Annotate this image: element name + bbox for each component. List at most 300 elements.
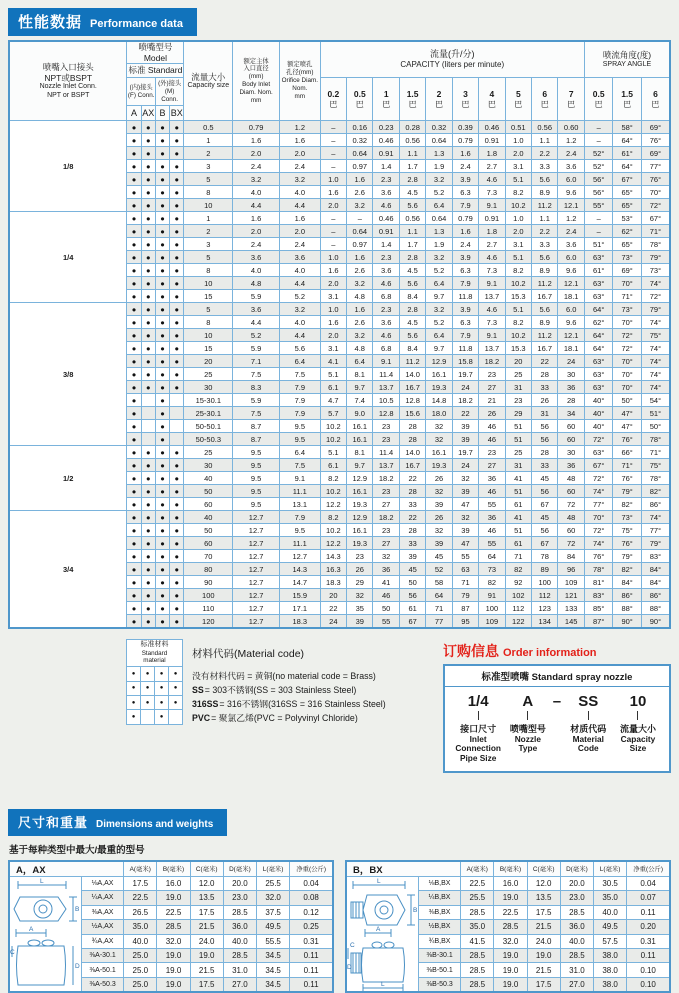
flow-value: – [320, 134, 346, 147]
flow-value: 20 [505, 355, 531, 368]
dim-value: 28.5 [461, 963, 494, 977]
flow-value: 28 [399, 433, 425, 446]
spray-angle-value: 75° [613, 524, 641, 537]
flow-value: 45 [532, 472, 558, 485]
spray-angle-value: 82° [613, 498, 641, 511]
flow-value: 1.0 [320, 251, 346, 264]
model-dot-b: ● [155, 316, 169, 329]
dim-value: 24.0 [527, 934, 560, 948]
flow-value: 72 [558, 498, 584, 511]
model-dot-bx: ● [170, 472, 184, 485]
spray-angle-value: 66° [613, 446, 641, 459]
flow-value: 26 [426, 472, 452, 485]
dim-value: 49.5 [594, 920, 627, 934]
dim-value: 38.0 [594, 948, 627, 962]
model-dot-ax: ● [141, 550, 155, 563]
spray-angle-value: 74° [584, 537, 612, 550]
body-inlet-value: 12.7 [233, 615, 280, 628]
flow-value: 1.1 [399, 225, 425, 238]
flow-value: 28 [558, 394, 584, 407]
dim-row [9, 876, 333, 890]
flow-value: 11.4 [373, 446, 399, 459]
inlet-size-cell: 3/4 [9, 511, 127, 628]
flow-value: 0.97 [347, 238, 373, 251]
spray-angle-value: 70° [613, 316, 641, 329]
flow-value: 18.2 [479, 355, 505, 368]
dim-value: 32.0 [157, 934, 190, 948]
model-dot-a: ● [127, 407, 141, 420]
header-angle-group [584, 41, 670, 78]
capacity-size-value: 1 [184, 134, 233, 147]
flow-value: 9.6 [558, 316, 584, 329]
flow-value: 4.6 [373, 329, 399, 342]
dim-col-header: C(毫米) [527, 861, 560, 877]
flow-value: 16.7 [399, 381, 425, 394]
model-dot-b: ● [155, 446, 169, 459]
spray-angle-value: 67° [584, 459, 612, 472]
flow-value: 24 [452, 381, 478, 394]
body-inlet-value: 7.5 [233, 368, 280, 381]
flow-value: 31 [532, 407, 558, 420]
capacity-size-value: 30 [184, 381, 233, 394]
header-model-label: 喷嘴型号Model [138, 42, 173, 63]
orifice-value: 4.0 [279, 316, 320, 329]
model-dot-a: ● [127, 550, 141, 563]
flow-value: 2.0 [320, 329, 346, 342]
flow-value: 2.6 [347, 186, 373, 199]
model-dot-bx: ● [170, 225, 184, 238]
svg-text:C: C [350, 941, 356, 949]
flow-value: 67 [532, 537, 558, 550]
model-dot-ax: ● [141, 329, 155, 342]
order-part-label-zh: 材质代码 [570, 723, 607, 734]
model-dot-b: ● [155, 121, 169, 134]
capacity-size-value: 25-30.1 [184, 407, 233, 420]
flow-value: 0.16 [347, 121, 373, 134]
capacity-size-value: 40 [184, 511, 233, 524]
model-dot-a: ● [127, 277, 141, 290]
model-dot-bx: ● [170, 602, 184, 615]
capacity-size-value: 90 [184, 576, 233, 589]
spray-angle-value: 73° [613, 251, 641, 264]
flow-value: 19.3 [347, 537, 373, 550]
order-tick-line [637, 711, 638, 720]
dim-model-label: ¼B,BX [418, 891, 460, 905]
flow-value: 0.46 [373, 134, 399, 147]
spray-angle-value: 51° [584, 238, 612, 251]
dim-col-header: A(毫米) [461, 861, 494, 877]
body-inlet-value: 9.5 [233, 498, 280, 511]
flow-value: 13.7 [479, 290, 505, 303]
perf-header-row-1 [9, 41, 670, 64]
flow-value: 19.3 [347, 498, 373, 511]
flow-value: 8.1 [347, 368, 373, 381]
flow-value: 60 [558, 524, 584, 537]
model-dot-ax [141, 394, 155, 407]
header-type-a: A [127, 106, 141, 121]
model-dot-ax [141, 407, 155, 420]
dim-value: 19.0 [157, 977, 190, 991]
model-dot-b: ● [155, 212, 169, 225]
flow-value: 27 [373, 498, 399, 511]
flow-value: 39 [452, 524, 478, 537]
order-part-label-zh: 接口尺寸 [460, 723, 497, 734]
flow-value: 5.6 [399, 199, 425, 212]
model-dot-bx: ● [170, 550, 184, 563]
flow-value: 41 [505, 472, 531, 485]
dim-value: 17.5 [124, 876, 157, 890]
spray-angle-value: 76° [613, 433, 641, 446]
dim-header-row [346, 861, 670, 877]
capacity-size-value: 60 [184, 537, 233, 550]
orifice-value: 7.9 [279, 381, 320, 394]
flow-value: 1.0 [505, 212, 531, 225]
flow-value: 6.3 [452, 316, 478, 329]
orifice-value: 2.4 [279, 160, 320, 173]
body-inlet-value: 1.6 [233, 134, 280, 147]
flow-value: 0.51 [505, 121, 531, 134]
capacity-size-value: 40 [184, 472, 233, 485]
flow-value: 55 [479, 537, 505, 550]
flow-value: 16.1 [347, 485, 373, 498]
spray-angle-value: 40° [584, 420, 612, 433]
flow-value: 77 [426, 615, 452, 628]
order-part-code: SS [578, 692, 599, 710]
flow-value: 3.1 [505, 238, 531, 251]
model-dot-bx: ● [170, 186, 184, 199]
material-dot-b: ● [155, 695, 169, 709]
flow-value: 19.3 [426, 459, 452, 472]
order-part-code: 1/4 [467, 692, 489, 710]
header-f-conn-zh: (内)接头 [129, 83, 153, 91]
spray-angle-value: 83° [584, 589, 612, 602]
perf-row [9, 212, 670, 225]
model-dot-a: ● [127, 381, 141, 394]
flow-value: 8.9 [532, 264, 558, 277]
flow-value: 4.7 [320, 394, 346, 407]
dim-col-header: B(毫米) [157, 861, 190, 877]
spray-angle-value: 74° [641, 277, 670, 290]
dim-model-label: ½A,AX [81, 920, 123, 934]
body-inlet-value: 8.7 [233, 420, 280, 433]
spray-angle-value: 78° [584, 563, 612, 576]
flow-value: 2.3 [373, 173, 399, 186]
model-dot-ax: ● [141, 368, 155, 381]
capacity-size-value: 8 [184, 316, 233, 329]
flow-value: – [320, 225, 346, 238]
flow-value: – [320, 147, 346, 160]
flow-value: 4.5 [399, 186, 425, 199]
spray-angle-value: 40° [584, 407, 612, 420]
flow-value: 6.4 [426, 329, 452, 342]
spray-angle-value: 63° [584, 277, 612, 290]
material-desc: = 聚氯乙烯(PVC = Polyvinyl Chloride) [211, 713, 358, 724]
svg-text:C: C [10, 948, 16, 956]
flow-value: 2.0 [320, 199, 346, 212]
flow-value: 5.6 [399, 277, 425, 290]
header-body-inlet-l2: 入口直径 [243, 65, 269, 73]
model-dot-bx: ● [170, 212, 184, 225]
flow-value: 0.64 [426, 212, 452, 225]
flow-value: 2.0 [505, 147, 531, 160]
order-part [449, 693, 507, 764]
dim-value: 28.5 [560, 905, 593, 919]
model-dot-a: ● [127, 134, 141, 147]
material-code-lines [192, 669, 386, 725]
flow-value: 79 [452, 589, 478, 602]
capacity-size-value: 25 [184, 368, 233, 381]
flow-value: 1.1 [532, 134, 558, 147]
model-dot-a: ● [127, 355, 141, 368]
spray-angle-value: 58° [613, 121, 641, 134]
capacity-size-value: 120 [184, 615, 233, 628]
flow-value: 36 [479, 511, 505, 524]
flow-value: 1.9 [426, 160, 452, 173]
model-dot-a: ● [127, 238, 141, 251]
flow-value: 15.3 [505, 342, 531, 355]
orifice-value: 4.0 [279, 264, 320, 277]
flow-value: 39 [426, 498, 452, 511]
flow-value: 84 [558, 550, 584, 563]
model-dot-b: ● [155, 485, 169, 498]
model-dot-a: ● [127, 420, 141, 433]
flow-value: 1.7 [399, 238, 425, 251]
flow-value: 1.0 [320, 173, 346, 186]
header-capacity-size [184, 41, 233, 121]
flow-value: 12.9 [347, 511, 373, 524]
material-dot-a: ● [127, 681, 141, 695]
body-inlet-value: 1.6 [233, 212, 280, 225]
flow-value: – [320, 238, 346, 251]
flow-value: 6.0 [558, 173, 584, 186]
header-body-inlet-l5: Diam. Nom. [239, 88, 273, 96]
spray-angle-value: 76° [641, 173, 670, 186]
spray-angle-value: 64° [613, 160, 641, 173]
spray-angle-value: 63° [584, 368, 612, 381]
flow-value: 5.2 [426, 264, 452, 277]
flow-value: 1.6 [347, 173, 373, 186]
flow-value: 12.9 [347, 472, 373, 485]
flow-value: 23 [373, 420, 399, 433]
flow-value: 56 [532, 433, 558, 446]
capacity-size-value: 15-30.1 [184, 394, 233, 407]
flow-value: 5.1 [505, 303, 531, 316]
flow-value: 12.9 [426, 355, 452, 368]
spray-angle-value: 56° [584, 186, 612, 199]
model-dot-b: ● [155, 459, 169, 472]
model-dot-b: ● [155, 563, 169, 576]
spray-angle-value: 70° [613, 277, 641, 290]
spray-angle-value: 69° [641, 121, 670, 134]
dim-value: 0.12 [290, 905, 333, 919]
flow-value: 22 [452, 407, 478, 420]
flow-value: 8.9 [532, 316, 558, 329]
dim-value: 0.11 [627, 905, 670, 919]
model-dot-ax: ● [141, 212, 155, 225]
material-dot-a: ● [127, 710, 141, 724]
spray-angle-value: 74° [641, 511, 670, 524]
material-dot-ax: ● [141, 667, 155, 681]
flow-value: 15.3 [505, 290, 531, 303]
dim-value: 35.0 [124, 920, 157, 934]
flow-value: 55 [479, 498, 505, 511]
flow-value: 92 [505, 576, 531, 589]
spray-angle-value: 61° [584, 264, 612, 277]
flow-value: 123 [532, 602, 558, 615]
header-body-inlet-l1: 额定主体 [243, 57, 269, 65]
flow-value: 28 [399, 420, 425, 433]
capacity-size-value: 110 [184, 602, 233, 615]
body-inlet-value: 12.7 [233, 563, 280, 576]
flow-value: 5.2 [426, 316, 452, 329]
dim-value: 0.04 [290, 876, 333, 890]
dim-value: 36.0 [560, 920, 593, 934]
dim-value: 19.0 [527, 948, 560, 962]
body-inlet-value: 5.9 [233, 290, 280, 303]
model-dot-ax: ● [141, 576, 155, 589]
flow-value: 13.7 [479, 342, 505, 355]
dim-model-label: ⅜A,AX [81, 905, 123, 919]
dim-value: 25.0 [124, 977, 157, 991]
model-dot-ax: ● [141, 147, 155, 160]
orifice-value: 15.9 [279, 589, 320, 602]
model-dot-b: ● [155, 511, 169, 524]
dim-value: 28.5 [494, 920, 527, 934]
flow-value: 8.9 [532, 186, 558, 199]
flow-value: 100 [532, 576, 558, 589]
flow-value: 34 [558, 407, 584, 420]
flow-value: 5.1 [320, 446, 346, 459]
spray-angle-value: 64° [584, 303, 612, 316]
dim-value: 36.0 [223, 920, 256, 934]
model-dot-ax: ● [141, 589, 155, 602]
svg-text:B: B [75, 905, 80, 913]
model-dot-bx: ● [170, 199, 184, 212]
flow-value: 16.3 [320, 563, 346, 576]
flow-value: 36 [479, 472, 505, 485]
spray-angle-value: 47° [613, 407, 641, 420]
flow-value: 6.0 [558, 303, 584, 316]
dim-value: 27.0 [560, 977, 593, 991]
header-capacity-size-zh: 流量大小 [191, 71, 226, 82]
model-dot-bx: ● [170, 368, 184, 381]
model-dot-bx: ● [170, 251, 184, 264]
angle-pressure-header-1.5: 1.5 巴 [613, 78, 641, 121]
model-dot-ax: ● [141, 303, 155, 316]
dim-row [346, 876, 670, 890]
dim-value: 32.0 [494, 934, 527, 948]
pressure-header-1.5: 1.5 巴 [399, 78, 425, 121]
flow-value: 9.7 [426, 342, 452, 355]
dim-value: 13.5 [527, 891, 560, 905]
material-code: 316SS [192, 698, 219, 709]
body-inlet-value: 12.7 [233, 576, 280, 589]
flow-value: 30 [558, 446, 584, 459]
spray-angle-value: 86° [641, 589, 670, 602]
material-desc: = 303不锈钢(SS = 303 Stainless Steel) [204, 685, 357, 696]
model-dot-b: ● [155, 342, 169, 355]
dim-value: 22.5 [124, 891, 157, 905]
nozzle-diagram-b-bx [347, 877, 417, 991]
spray-angle-value: 74° [641, 368, 670, 381]
dim-value: 0.20 [627, 920, 670, 934]
flow-value: 6.4 [347, 355, 373, 368]
flow-value: 26 [532, 394, 558, 407]
dim-col-header: D(毫米) [223, 861, 256, 877]
dim-col-header: 净重(公斤) [627, 861, 670, 877]
dim-col-header: 净重(公斤) [290, 861, 333, 877]
dim-value: 28.5 [223, 948, 256, 962]
material-code-section [126, 639, 386, 725]
dim-value: 21.5 [527, 920, 560, 934]
model-dot-a: ● [127, 251, 141, 264]
flow-value: 2.8 [399, 303, 425, 316]
dim-value: 25.0 [124, 948, 157, 962]
body-inlet-value: 5.2 [233, 329, 280, 342]
capacity-size-value: 2 [184, 147, 233, 160]
material-grid-row [127, 695, 183, 709]
dimensions-banner [8, 809, 227, 836]
spray-angle-value: – [584, 225, 612, 238]
header-capacity-group-zh: 流量(升/分) [430, 49, 475, 60]
flow-value: 2.6 [347, 264, 373, 277]
dim-model-label: ⅜A-50.3 [81, 977, 123, 991]
body-inlet-value: 2.4 [233, 238, 280, 251]
capacity-size-value: 0.5 [184, 121, 233, 134]
header-orifice-l1: 额定喷孔 [287, 61, 313, 69]
model-dot-a: ● [127, 173, 141, 186]
flow-value: 32 [426, 524, 452, 537]
order-part-label-en: Material Code [572, 733, 604, 754]
model-dot-a: ● [127, 264, 141, 277]
model-dot-bx: ● [170, 238, 184, 251]
flow-value: 26 [426, 511, 452, 524]
flow-value: 112 [532, 589, 558, 602]
dim-value: 19.0 [494, 977, 527, 991]
flow-value: 24 [320, 615, 346, 628]
body-inlet-value: 7.5 [233, 407, 280, 420]
flow-value: 4.6 [373, 277, 399, 290]
flow-value: 64 [426, 589, 452, 602]
body-inlet-value: 12.7 [233, 511, 280, 524]
flow-value: 2.4 [452, 238, 478, 251]
pressure-header-3: 3 巴 [452, 78, 478, 121]
model-dot-bx: ● [170, 615, 184, 628]
spray-angle-value: 79° [613, 550, 641, 563]
pressure-header-7: 7 巴 [558, 78, 584, 121]
dim-value: 22.5 [461, 876, 494, 890]
header-orifice-l5: mm [294, 92, 306, 100]
flow-value: 12.2 [320, 537, 346, 550]
flow-value: 9.1 [479, 329, 505, 342]
flow-value: 23 [505, 394, 531, 407]
flow-value: 45 [399, 563, 425, 576]
body-inlet-value: 4.0 [233, 264, 280, 277]
model-dot-bx [170, 433, 184, 446]
material-dot-a: ● [127, 667, 141, 681]
dim-value: 0.25 [290, 920, 333, 934]
flow-value: 3.6 [373, 186, 399, 199]
flow-value: 2.4 [558, 225, 584, 238]
flow-value: 2.8 [399, 251, 425, 264]
capacity-size-value: 10 [184, 329, 233, 342]
flow-value: 7.3 [479, 264, 505, 277]
dim-value: 31.0 [223, 963, 256, 977]
flow-value: 2.6 [347, 316, 373, 329]
flow-value: 4.8 [347, 290, 373, 303]
material-grid-row [127, 710, 183, 724]
flow-value: 3.6 [558, 238, 584, 251]
